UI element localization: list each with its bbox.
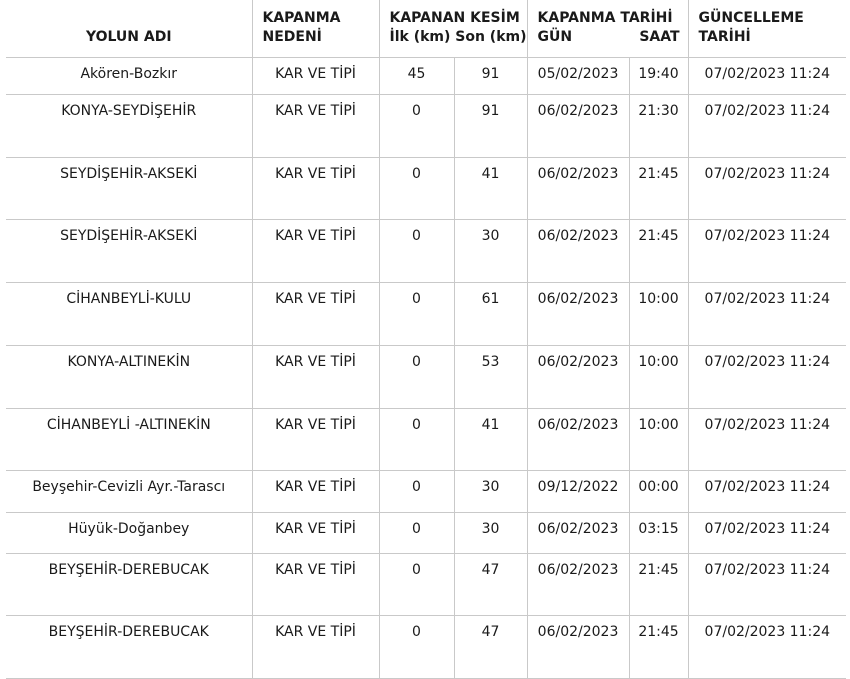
section-start-km-cell: 0 <box>379 95 454 158</box>
section-end-km-cell: 30 <box>454 513 527 554</box>
closure-reason-cell: KAR VE TİPİ <box>252 346 379 409</box>
table-row <box>6 513 846 554</box>
road-name-cell: Beyşehir-Cevizli Ayr.-Tarascı <box>6 471 252 513</box>
road-name-cell: Hüyük-Doğanbey <box>6 513 252 554</box>
table-row <box>6 554 846 616</box>
closure-time-cell: 10:00 <box>629 283 688 346</box>
section-end-km-cell: 41 <box>454 409 527 471</box>
table-row <box>6 346 846 409</box>
closure-reason-cell: KAR VE TİPİ <box>252 58 379 95</box>
closure-day-cell: 06/02/2023 <box>527 616 629 679</box>
update-date-cell: 07/02/2023 11:24 <box>688 513 846 554</box>
closure-time-cell: 03:15 <box>629 513 688 554</box>
section-start-km-cell: 45 <box>379 58 454 95</box>
section-start-km-cell: 0 <box>379 513 454 554</box>
closure-reason-cell: KAR VE TİPİ <box>252 283 379 346</box>
header-road-name: YOLUN ADI <box>6 0 252 58</box>
closure-reason-cell: KAR VE TİPİ <box>252 158 379 220</box>
closure-reason-cell: KAR VE TİPİ <box>252 471 379 513</box>
update-date-cell: 07/02/2023 11:24 <box>688 554 846 616</box>
header-update-date: GÜNCELLEME TARİHİ <box>688 0 846 58</box>
closure-time-cell: 21:45 <box>629 554 688 616</box>
update-date-cell: 07/02/2023 11:24 <box>688 283 846 346</box>
closure-reason-cell: KAR VE TİPİ <box>252 95 379 158</box>
closure-day-cell: 09/12/2022 <box>527 471 629 513</box>
table-body <box>6 58 846 679</box>
table-row <box>6 220 846 283</box>
section-start-km-cell: 0 <box>379 220 454 283</box>
closure-day-cell: 06/02/2023 <box>527 95 629 158</box>
update-date-cell: 07/02/2023 11:24 <box>688 409 846 471</box>
closure-time-cell: 21:30 <box>629 95 688 158</box>
section-end-km-cell: 91 <box>454 95 527 158</box>
section-end-km-cell: 47 <box>454 616 527 679</box>
header-closed-section: KAPANAN KESİM İlk (km) Son (km) <box>379 0 527 58</box>
closure-reason-cell: KAR VE TİPİ <box>252 616 379 679</box>
section-end-km-cell: 30 <box>454 471 527 513</box>
road-name-cell: KONYA-ALTINEKİN <box>6 346 252 409</box>
section-start-km-cell: 0 <box>379 158 454 220</box>
road-name-cell: CİHANBEYLİ-KULU <box>6 283 252 346</box>
closure-reason-cell: KAR VE TİPİ <box>252 220 379 283</box>
table-row <box>6 283 846 346</box>
section-end-km-cell: 61 <box>454 283 527 346</box>
closure-time-cell: 19:40 <box>629 58 688 95</box>
closure-day-cell: 06/02/2023 <box>527 409 629 471</box>
section-end-km-cell: 41 <box>454 158 527 220</box>
road-name-cell: Akören-Bozkır <box>6 58 252 95</box>
closure-day-cell: 05/02/2023 <box>527 58 629 95</box>
closure-day-cell: 06/02/2023 <box>527 513 629 554</box>
closure-day-cell: 06/02/2023 <box>527 283 629 346</box>
section-start-km-cell: 0 <box>379 554 454 616</box>
closure-reason-cell: KAR VE TİPİ <box>252 513 379 554</box>
update-date-cell: 07/02/2023 11:24 <box>688 220 846 283</box>
update-date-cell: 07/02/2023 11:24 <box>688 346 846 409</box>
road-name-cell: BEYŞEHİR-DEREBUCAK <box>6 554 252 616</box>
closure-day-cell: 06/02/2023 <box>527 158 629 220</box>
section-start-km-cell: 0 <box>379 409 454 471</box>
update-date-cell: 07/02/2023 11:24 <box>688 95 846 158</box>
road-closures-table <box>6 0 846 679</box>
section-start-km-cell: 0 <box>379 471 454 513</box>
section-end-km-cell: 91 <box>454 58 527 95</box>
update-date-cell: 07/02/2023 11:24 <box>688 471 846 513</box>
section-end-km-cell: 53 <box>454 346 527 409</box>
table-row <box>6 409 846 471</box>
road-name-cell: SEYDİŞEHİR-AKSEKİ <box>6 220 252 283</box>
update-date-cell: 07/02/2023 11:24 <box>688 158 846 220</box>
section-start-km-cell: 0 <box>379 616 454 679</box>
table-row <box>6 95 846 158</box>
section-start-km-cell: 0 <box>379 346 454 409</box>
header-closure-date: KAPANMA TARİHİ GÜN SAAT <box>527 0 688 58</box>
table-header <box>6 0 846 58</box>
update-date-cell: 07/02/2023 11:24 <box>688 616 846 679</box>
road-name-cell: CİHANBEYLİ -ALTINEKİN <box>6 409 252 471</box>
closure-day-cell: 06/02/2023 <box>527 346 629 409</box>
closure-time-cell: 21:45 <box>629 616 688 679</box>
road-name-cell: KONYA-SEYDİŞEHİR <box>6 95 252 158</box>
section-start-km-cell: 0 <box>379 283 454 346</box>
section-end-km-cell: 30 <box>454 220 527 283</box>
closure-time-cell: 10:00 <box>629 409 688 471</box>
closure-time-cell: 00:00 <box>629 471 688 513</box>
table-row <box>6 616 846 679</box>
header-closure-reason: KAPANMA NEDENİ <box>252 0 379 58</box>
section-end-km-cell: 47 <box>454 554 527 616</box>
update-date-cell: 07/02/2023 11:24 <box>688 58 846 95</box>
table-row <box>6 158 846 220</box>
closure-time-cell: 21:45 <box>629 158 688 220</box>
road-name-cell: BEYŞEHİR-DEREBUCAK <box>6 616 252 679</box>
road-name-cell: SEYDİŞEHİR-AKSEKİ <box>6 158 252 220</box>
closure-day-cell: 06/02/2023 <box>527 554 629 616</box>
table-row <box>6 471 846 513</box>
closure-time-cell: 21:45 <box>629 220 688 283</box>
closure-day-cell: 06/02/2023 <box>527 220 629 283</box>
table-row <box>6 58 846 95</box>
closure-time-cell: 10:00 <box>629 346 688 409</box>
closure-reason-cell: KAR VE TİPİ <box>252 554 379 616</box>
closure-reason-cell: KAR VE TİPİ <box>252 409 379 471</box>
